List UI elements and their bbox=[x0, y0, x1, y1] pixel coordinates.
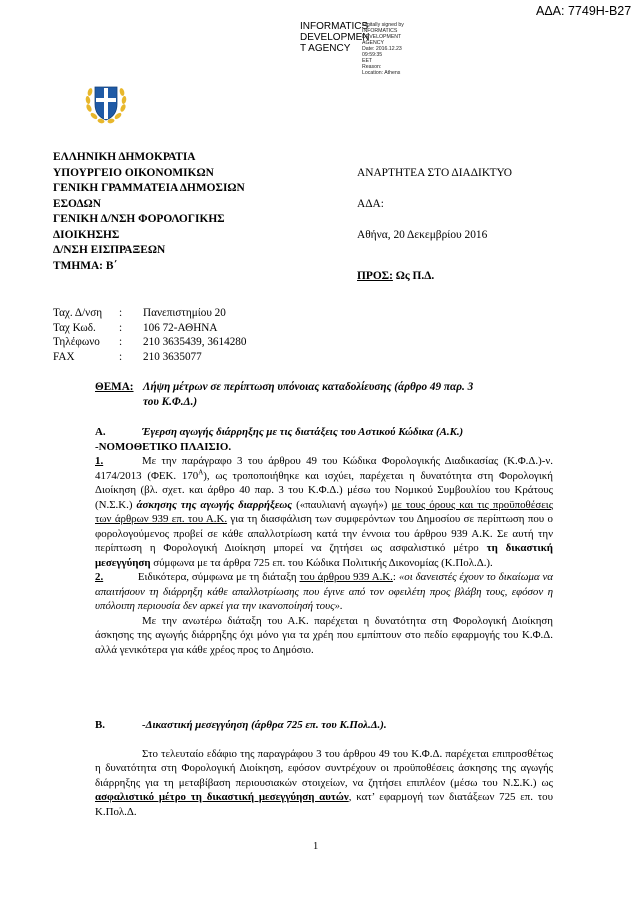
paragraph-text: ), ως τροποποιήθηκε και ισχύει, παρέχεται η δυνατότητα στη Φορολογική Διοίκηση (βλ. σχετ. και άρθρο 40 παρ. 3 του Κ.Φ.Δ.) μέσω του Νομικού Συμβουλίου του Κράτους (Ν.Σ.Κ.) bbox=[95, 469, 553, 511]
page-number: 1 bbox=[313, 841, 319, 852]
issuer-line: ΓΕΝΙΚΗ ΓΡΑΜΜΑΤΕΙΑ ΔΗΜΟΣΙΩΝ bbox=[53, 182, 245, 194]
issuer-line: ΤΜΗΜΑ: Β΄ bbox=[53, 259, 118, 272]
contact-label: Τηλέφωνο bbox=[53, 336, 100, 348]
contact-label: Ταχ Κωδ. bbox=[53, 321, 96, 334]
signature-name-line: INFORMATICS bbox=[300, 21, 369, 32]
document-date: Αθήνα, 20 Δεκεμβρίου 2016 bbox=[357, 229, 488, 241]
paragraph-text: Ειδικότερα, σύμφωνα με τη διάταξη bbox=[135, 571, 300, 583]
contact-label: Ταχ. Δ/νση bbox=[53, 307, 103, 319]
contact-row bbox=[53, 322, 246, 337]
contact-row bbox=[53, 336, 246, 351]
emphasis-text: άσκησης της αγωγής διαρρήξεως bbox=[136, 498, 293, 511]
section-a-subtitle: -ΝΟΜΟΘΕΤΙΚΟ ΠΛΑΙΣΙΟ. bbox=[95, 440, 232, 453]
paragraph-text: Με την παράγραφο 3 του άρθρου 49 του Κώδικα Φορολογικής Διαδικασίας (Κ.Φ.Δ.)-ν. 4174/2013 (ΦΕΚ. 170 bbox=[95, 455, 553, 482]
section-b-title-text: -Δικαστική μεσεγγύηση (άρθρα 725 επ. του Κ.Πολ.Δ.). bbox=[142, 719, 387, 731]
bold-text: τη δικαστική μεσεγγύηση bbox=[95, 542, 553, 569]
signature-name-line: T AGENCY bbox=[300, 43, 351, 54]
signature-detail-line: INFORMATICS bbox=[362, 28, 398, 34]
section-b-title bbox=[95, 718, 553, 733]
paragraph-number: 2. bbox=[95, 571, 104, 583]
section-b-paragraph bbox=[95, 747, 553, 820]
section-a-paragraph-3: Με την ανωτέρω διάταξη του Α.Κ. παρέχεται η δυνατότητα στη Φορολογική Διοίκηση άσκησης της αγωγής διάρρηξης όχι μόνο για τα χρέη που εμπίπτουν στο πεδίο εφαρμογής του Κ.Φ.Δ. αλλά γενικότερα για κάθε χρέος προς το Δημόσιο. bbox=[95, 614, 553, 656]
signature-detail-line: Location: Athens bbox=[362, 70, 401, 76]
section-a-paragraph-1 bbox=[95, 454, 553, 570]
issuer-line: ΕΛΛΗΝΙΚΗ ΔΗΜΟΚΡΑΤΙΑ bbox=[53, 151, 196, 163]
contact-table bbox=[53, 307, 246, 365]
ada-label: ΑΔΑ: bbox=[357, 198, 384, 210]
contact-value: 210 3635439, 3614280 bbox=[143, 336, 247, 348]
contact-value: Πανεπιστημίου 20 bbox=[143, 307, 226, 319]
issuer-line: Δ/ΝΣΗ ΕΙΣΠΡΑΞΕΩΝ bbox=[53, 244, 166, 256]
paragraph-number: 1. bbox=[95, 455, 104, 467]
greek-emblem-icon bbox=[83, 78, 129, 126]
recipient-label: ΠΡΟΣ: bbox=[357, 270, 393, 282]
signature-name-line: DEVELOPMEN bbox=[300, 32, 370, 43]
section-a-title bbox=[95, 425, 553, 440]
signature-detail-line: EET bbox=[362, 58, 373, 64]
subject-label: ΘΕΜΑ: bbox=[95, 381, 134, 393]
contact-sep: : bbox=[119, 307, 123, 319]
subject-line: Λήψη μέτρων σε περίπτωση υπόνοιας καταδολίευσης (άρθρο 49 παρ. 3 bbox=[143, 381, 474, 393]
ada-header: ΑΔΑ: 7749Η-Β27 bbox=[536, 4, 632, 18]
superscript: Α bbox=[198, 467, 204, 476]
underlined-text: του άρθρου 939 Α.Κ. bbox=[299, 571, 393, 583]
signature-details bbox=[362, 22, 422, 76]
recipient bbox=[357, 270, 434, 282]
contact-row bbox=[53, 351, 246, 366]
contact-row bbox=[53, 307, 246, 322]
paragraph-text: Στο τελευταίο εδάφιο της παραγράφου 3 του άρθρου 49 του Κ.Φ.Δ. παρέχεται επιπροσθέτως η δυνατότητα στη Φορολογική Διοίκηση, εφόσον συντρέχουν οι προϋποθέσεις άσκησης της αγωγής διάρρηξης για τη μεταβίβαση περιουσιακών στοιχείων, να ζητήσει επιπλέον (μέσω του Ν.Σ.Κ.) ως bbox=[95, 747, 553, 789]
signature-detail-line: Date: 2016.12.23 09:59:35 bbox=[362, 46, 402, 58]
post-online-note: ΑΝΑΡΤΗΤΕΑ ΣΤΟ ΔΙΑΔΙΚΤΥΟ bbox=[357, 167, 512, 179]
contact-sep: : bbox=[119, 350, 123, 363]
paragraph-text: σύμφωνα με τα άρθρα 725 επ. του Κώδικα Πολιτικής Δικονομίας (Κ.Πολ.Δ.). bbox=[150, 556, 493, 569]
signature-detail-line: Reason: bbox=[362, 64, 382, 70]
paragraph-text: : bbox=[392, 571, 399, 583]
signature-detail-line: Digitally signed by bbox=[362, 22, 404, 28]
contact-value: 106 72-ΑΘΗΝΑ bbox=[143, 321, 218, 334]
recipient-value: Ως Π.Δ. bbox=[392, 270, 435, 282]
contact-label: FAX bbox=[53, 350, 75, 363]
section-b bbox=[95, 718, 553, 819]
issuer-line: ΥΠΟΥΡΓΕΙΟ ΟΙΚΟΝΟΜΙΚΩΝ bbox=[53, 166, 214, 179]
paragraph-text: («παυλιανή αγωγή») bbox=[292, 498, 392, 511]
subject-line: του Κ.Φ.Δ.) bbox=[143, 395, 198, 408]
contact-value: 210 3635077 bbox=[143, 350, 202, 363]
contact-sep: : bbox=[119, 336, 123, 348]
section-a-title-text: Έγερση αγωγής διάρρηξης με τις διατάξεις του Αστικού Κώδικα (Α.Κ.) bbox=[142, 426, 464, 438]
quoted-provision: «οι δανειστές έχουν το δικαίωμα να απαιτήσουν τη διάρρηξη κάθε απαλλοτρίωσης που έγινε από τον οφειλέτη προς βλάβη τους, εφόσον η υπόλοιπη περιουσία δεν αρκεί για την ικανοποίησή τους». bbox=[95, 571, 553, 612]
issuer-line: ΕΣΟΔΩΝ bbox=[53, 197, 102, 210]
underlined-text: με τους όρους και τις προϋποθέσεις των άρθρων 939 επ. του Α.Κ. bbox=[95, 498, 554, 525]
section-a bbox=[95, 425, 553, 657]
issuer-header bbox=[53, 150, 293, 274]
section-a-paragraph-2 bbox=[95, 570, 553, 614]
section-letter: Β. bbox=[95, 719, 105, 731]
section-letter: Α. bbox=[95, 426, 106, 438]
paragraph-text: , κατ’ εφαρμογή των διατάξεων 725 επ. του Κ.Πολ.Δ. bbox=[95, 791, 553, 818]
contact-sep: : bbox=[119, 321, 123, 334]
signature-name bbox=[300, 21, 370, 54]
signature-detail-line: DEVELOPMENT AGENCY bbox=[362, 34, 402, 46]
issuer-line: ΓΕΝΙΚΗ Δ/ΝΣΗ ΦΟΡΟΛΟΓΙΚΗΣ bbox=[53, 213, 225, 225]
paragraph-text: για τη διασφάλιση των συμφερόντων του Δημοσίου σε περίπτωση που ο φορολογούμενος προβεί σε κάθε απαλλοτρίωση κατά την έννοια του άρθρου 939 Α.Κ. Σε αυτή την περίπτωση η Φορολογική Διοίκηση μπορεί να ζητήσει ως ασφαλιστικό μέτρο bbox=[95, 513, 553, 554]
subject bbox=[95, 380, 555, 409]
emphasis-text: ασφαλιστικό μέτρο τη δικαστική μεσεγγύηση αυτών bbox=[95, 791, 349, 803]
issuer-line: ΔΙΟΙΚΗΣΗΣ bbox=[53, 228, 120, 241]
